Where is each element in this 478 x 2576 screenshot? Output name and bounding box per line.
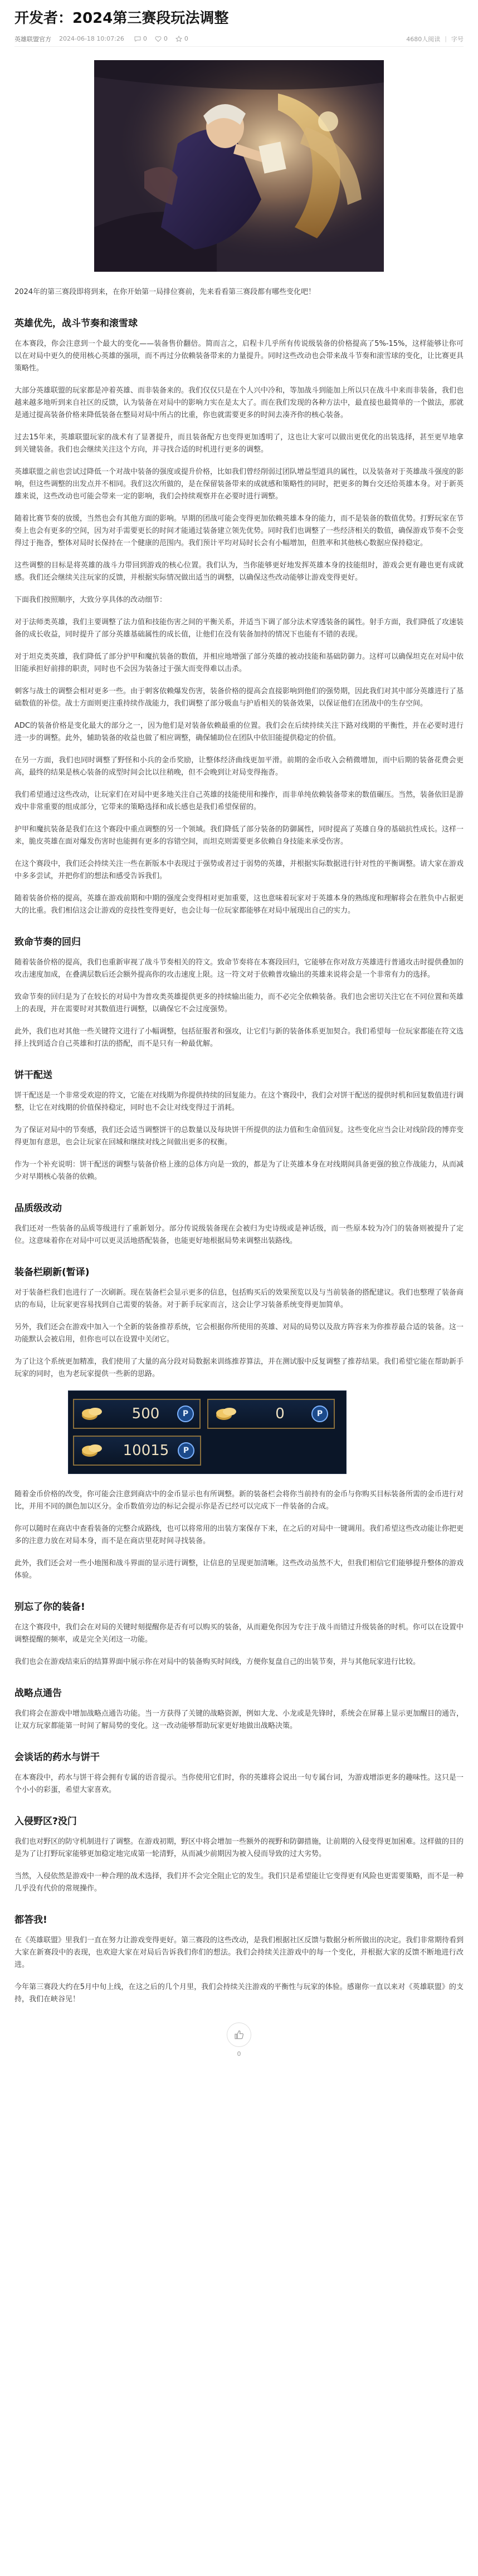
paragraph-35: 当然，入侵依然是游戏中一种合理的战术选择，我们并不会完全阻止它的发生。我们只是希望能让它变得更有风险也更需要策略，而不是一种几乎没有代价的常规操作。	[14, 1872, 464, 1893]
paragraph-20: 饼干配送是一个非常受欢迎的符文，它能在对线期为你提供持续的回复能力。在这个赛段中，我们会对饼干配送的提供时机和回复数值进行调整，让它在对线期的价值保持稳定，同时也不会让对线变得过于消耗。	[14, 1091, 464, 1112]
gold-counter-c	[73, 1436, 201, 1466]
paragraph-5: 随着比赛节奏的放缓，当然也会有其他方面的影响。早期的团战可能会变得更加依赖英雄本身的能力，而不是装备的数值优势。打野玩家在节奏上也会有更多的空间，因为对手需要更长的时间才能通过装备建立领先优势。同时我们也调整了一些经济相关的数值，确保游戏节奏不会变得过于拖沓，整体对局时长保持在一个健康的范围内。我们预计平均对局时长会有小幅增加，但胜率和其他核心数据应保持稳定。	[14, 515, 464, 547]
paragraph-32: 我们将会在游戏中增加战略点通告功能。当一方获得了关键的战略资源，例如大龙、小龙或是先锋时，系统会在屏幕上显示更加醒目的通告，让双方玩家都能第一时间了解局势的变化。这一改动能够帮助玩家更好地做出战略决策。	[14, 1710, 464, 1730]
like-button[interactable]	[227, 2022, 251, 2047]
meta-separator: |	[445, 35, 447, 42]
gold-counter-a-badge: P	[177, 1405, 194, 1422]
paragraph-2: 大部分英雄联盟的玩家都是冲着英雄、而非装备来的。我们仅仅只是在个人兴中冷和，等加战斗到能加上所以只在战斗中来而非装备，我们也越来越多地听到来自社区的反馈，认为装备在对局中的影响力实在是太大了。而在我们发现的各种方法中，最直接也最简单的一个做法，那就是通过提高装备价格来降低装备在整局对局中所占的比重，你也就需要更多的时间去凑齐你的核心装备。	[14, 386, 464, 419]
coin-icon	[80, 1405, 104, 1422]
like-count-value: 0	[163, 35, 168, 42]
star-icon	[175, 36, 182, 42]
gold-counter-b	[207, 1399, 335, 1429]
paragraph-26: 为了让这个系统更加精准，我们使用了大量的高分段对局数据来训练推荐算法，并在测试服中反复调整了推荐结果。我们希望它能在帮助新手玩家的同时，也为老玩家提供一些新的思路。	[14, 1358, 464, 1378]
paragraph-29: 此外，我们还会对一些小地图和战斗界面的显示进行调整，让信息的呈现更加清晰。这些改动虽然不大，但我们相信它们能够提升整体的游戏体验。	[14, 1559, 464, 1580]
publish-date: 2024-06-18 10:07:26	[59, 35, 124, 42]
like-icon	[155, 36, 162, 42]
paragraph-33: 在本赛段中，药水与饼干将会拥有专属的语音提示。当你使用它们时，你的英雄将会说出一句专属台词，为游戏增添更多的趣味性。这只是一个小小的彩蛋，希望大家喜欢。	[14, 1774, 464, 1794]
like-footer	[14, 2022, 464, 2058]
section-title-4: 品质级改动	[14, 1203, 62, 1214]
paragraph-10: 刺客与战士的调整会相对更多一些。由于刺客依赖爆发伤害，装备价格的提高会直接影响到他们的强势期，因此我们对其中部分英雄进行了基础数值的补偿。战士方面则更注重持续作战能力，我们调整了部分吸血与护盾相关的装备效果，以保证他们在团战中的生存空间。	[14, 687, 464, 708]
read-count: 4680人阅读	[406, 35, 441, 43]
paragraph-23: 我们还对一些装备的品质等级进行了重新划分。部分传说级装备现在会被归为史诗级或是神话级，而一些原本较为冷门的装备则被提升了定位。这意味着你在对局中可以更灵活地搭配装备，也能更好地根据局势来调整出装路线。	[14, 1225, 464, 1245]
paragraph-8: 对于法师类英雄，我们主要调整了法力值和技能伤害之间的平衡关系，并适当下调了部分法术穿透装备的属性。射手方面，我们降低了攻速装备的成长收益，同时提升了部分英雄基础属性的成长值，让他们在没有装备加持的情况下也能有不错的表现。	[14, 618, 464, 639]
paragraph-24: 对于装备栏我们也进行了一次刷新。现在装备栏会显示更多的信息，包括购买后的效果预览以及与当前装备的搭配建议。我们也整理了装备商店的布局，让玩家更容易找到自己需要的装备。对于新手玩家而言，这会让学习装备系统变得更加简单。	[14, 1289, 464, 1309]
section-title-5: 装备栏刷新(暂译)	[14, 1267, 90, 1278]
paragraph-1: 在本赛段，你会注意到一个最大的变化——装备售价翻倍。简而言之，启程卡几乎所有传说级装备的价格提高了5%-15%，这样能够让你可以在对局中更久的使用核心英雄的强项，而不再过分依赖装备带来的力量提升。同时这些改动也会带来战斗节奏和滚雪球的变化，让比赛更具策略性。	[14, 340, 464, 373]
paragraph-14: 护甲和魔抗装备是我们在这个赛段中重点调整的另一个领域。我们降低了部分装备的防御属性，同时提高了英雄自身的基础抗性成长。这样一来，脆皮英雄在面对爆发伤害时也能拥有更多的容错空间，而坦克则需要更多依赖自身技能来承受伤害。	[14, 825, 464, 846]
paragraph-37: 今年第三赛段大约在5月中旬上线，在这之后的几个月里，我们会持续关注游戏的平衡性与玩家的体验。感谢你一直以来对《英雄联盟》的支持，我们在峡谷见！	[14, 1983, 464, 2004]
gold-counter-c-badge: P	[178, 1442, 194, 1459]
comment-count[interactable]	[134, 35, 147, 42]
paragraph-21: 为了保证对局中的节奏感，我们还会适当调整饼干的总数量以及每块饼干所提供的法力值和生命值回复。这些变化应当会让对线阶段的博弈变得更加有意思，也会让玩家在回城和继续对线之间做出更多的权衡。	[14, 1126, 464, 1147]
paragraph-11: ADC的装备价格是变化最大的部分之一，因为他们是对装备依赖最重的位置。我们会在后续持续关注下路对线期的平衡性，并在必要时进行进一步的调整。此外，辅助装备的收益也做了相应调整，确保辅助位在团队中依旧能提供稳定的价值。	[14, 722, 464, 742]
paragraph-27: 随着金币价格的改变，你可能会注意到商店中的金币显示也有所调整。新的装备栏会将你当前持有的金币与你购买目标装备所需的金币进行对比，并用不同的颜色加以区分。金币数值旁边的标记会提示你是否已经可以完成下一件装备的合成。	[14, 1490, 464, 1511]
paragraph-15: 在这个赛段中，我们还会持续关注一些在新版本中表现过于强势或者过于弱势的英雄，并根据实际数据进行针对性的平衡调整。请大家在游戏中多多尝试，并把你们的想法和感受告诉我们。	[14, 860, 464, 880]
coin-icon	[80, 1442, 104, 1459]
favorite-count[interactable]	[175, 35, 188, 42]
section-title-7: 战略点通告	[14, 1688, 62, 1699]
like-count-top[interactable]	[155, 35, 168, 42]
paragraph-19: 此外，我们也对其他一些关键符文进行了小幅调整，包括征服者和强攻，让它们与新的装备体系更加契合。我们希望每一位玩家都能在符文选择上找到适合自己英雄和打法的搭配，而不是只有一种最优解。	[14, 1027, 464, 1048]
paragraph-13: 我们希望通过这些改动，让玩家们在对局中更多地关注自己英雄的技能使用和操作，而非单纯依赖装备带来的数值碾压。当然，装备依旧是游戏中非常重要的组成部分，它带来的策略选择和成长感也是我们希望保留的。	[14, 791, 464, 811]
paragraph-17: 随着装备价格的提高，我们也重新审视了战斗节奏相关的符文。致命节奏将在本赛段回归，它能够在你对敌方英雄进行普通攻击时提供叠加的攻击速度加成，在叠满层数后还会额外提高你的攻击速度上限。这一符文对于依赖普攻输出的英雄来说将会是一个非常有力的选择。	[14, 958, 464, 979]
paragraph-34: 我们也对野区的防守机制进行了调整。在游戏初期，野区中将会增加一些额外的视野和防御措施，让前期的入侵变得更加困难。这样做的目的是为了让打野玩家能够更加稳定地完成第一轮清野，从而减少前期因为被入侵而导致的过大劣势。	[14, 1838, 464, 1858]
paragraph-4: 英雄联盟之前也尝试过降低一个对战中装备的强度或提升价格，比如我们曾经削弱过团队增益型道具的属性，以及装备对于英雄战斗强度的影响，但这些调整的出发点并不相同。我们这次所做的，是在保留装备带来的成就感和策略性的同时，把更多的舞台交还给英雄本身。对于新英雄来说，这些改动也可能会带来一定的影响，我们会持续观察并在必要时进行调整。	[14, 468, 464, 501]
gold-counter-a-value: 500	[131, 1405, 160, 1422]
section-title-10: 都答我!	[14, 1914, 47, 1926]
gold-counter-row-2	[73, 1436, 342, 1466]
like-footer-count: 0	[237, 2050, 241, 2058]
gold-counter-b-value: 0	[275, 1405, 285, 1422]
paragraph-3: 过去15年来，英雄联盟玩家的战术有了显著提升，而且装备配方也变得更加透明了，这也让大家可以做出更优化的出装选择，甚至更早地拿到关键装备。我们也会继续关注这个方向，并寻找合适的时机进行更多的调整。	[14, 433, 464, 454]
thumb-up-icon	[234, 2030, 244, 2040]
gold-counter-row-1	[73, 1399, 342, 1429]
paragraph-31: 我们也会在游戏结束后的结算界面中展示你在对局中的装备购买时间线，方便你复盘自己的出装节奏，并与其他玩家进行比较。	[14, 1658, 421, 1666]
article-meta	[14, 35, 464, 47]
section-title-8: 会谈话的药水与饼干	[14, 1752, 100, 1763]
paragraph-28: 你可以随时在商店中查看装备的完整合成路线，也可以将常用的出装方案保存下来，在之后的对局中一键调用。我们希望这些改动能让你把更多的注意力放在对局本身，而不是在商店里花时间寻找装备。	[14, 1525, 464, 1545]
section-title-1: 英雄优先，战斗节奏和滚雪球	[14, 318, 138, 329]
paragraph-30: 在这个赛段中，我们会在对局的关键时刻提醒你是否有可以购买的装备，从而避免你因为专注于战斗而错过升级装备的时机。你可以在设置中调整提醒的频率，或是完全关闭这一功能。	[14, 1623, 464, 1644]
font-size-toggle[interactable]: 字号	[451, 35, 464, 43]
paragraph-7: 下面我们按照顺序，大致分享具体的改动细节：	[14, 596, 167, 604]
paragraph-6: 这些调整的目标是将英雄的战斗力带回到游戏的核心位置。我们认为，当你能够更好地发挥英雄本身的技能组时，游戏会更有趣也更有成就感。我们还会继续关注玩家的反馈，并根据实际情况做出适当的调整，以确保这些改动能够让游戏变得更好。	[14, 561, 464, 582]
paragraph-22: 作为一个补充说明：饼干配送的调整与装备价格上涨的总体方向是一致的，都是为了让英雄本身在对线期间具备更强的独立作战能力，从而减少对早期核心装备的依赖。	[14, 1160, 464, 1181]
section-title-6: 别忘了你的装备!	[14, 1602, 85, 1613]
section-title-9: 入侵野区?没门	[14, 1816, 77, 1827]
intro-paragraph: 2024年的第三赛段即将到来，在你开始第一局排位赛前，先来看看第三赛段都有哪些变化吧！	[14, 288, 316, 296]
paragraph-18: 致命节奏的回归是为了在较长的对局中为普攻类英雄提供更多的持续输出能力，而不必完全依赖装备。我们也会密切关注它在不同位置和英雄上的表现，并在需要时对其数值进行调整，以确保它不会过度强势。	[14, 993, 464, 1013]
hero-illustration	[94, 60, 384, 272]
article-title: 开发者：2024第三赛段玩法调整	[14, 10, 229, 27]
author-name[interactable]: 英雄联盟官方	[14, 35, 51, 43]
meta-right	[406, 35, 464, 43]
section-title-3: 饼干配送	[14, 1070, 52, 1081]
favorite-count-value: 0	[184, 35, 188, 42]
gold-counter-b-badge: P	[311, 1405, 328, 1422]
hero-image	[94, 60, 384, 272]
paragraph-16: 随着装备价格的提高，英雄在游戏前期和中期的强度会变得相对更加重要，这也意味着玩家对于英雄本身的熟练度和理解将会在胜负中占据更大的比重。我们相信这会让游戏的竞技性变得更好，也会让每一位玩家都能够在对局中展现出自己的实力。	[14, 894, 464, 915]
paragraph-25: 另外，我们还会在游戏中加入一个全新的装备推荐系统，它会根据你所使用的英雄、对局的局势以及敌方阵容来为你推荐最合适的装备。这一功能默认会被启用，但你也可以在设置中关闭它。	[14, 1323, 464, 1344]
gold-counter-c-value: 10015	[123, 1442, 169, 1459]
paragraph-12: 在另一方面，我们也同时调整了野怪和小兵的金币奖励，让整体经济曲线更加平滑。前期的金币收入会稍微增加，而中后期的装备花费会更高，最终的结果是核心装备的成型时间会比以往稍晚，但不会晚到让对局变得拖沓。	[14, 756, 464, 777]
paragraph-9: 对于坦克类英雄，我们降低了部分护甲和魔抗装备的数值，并相应地增强了部分英雄的被动技能和基础防御力。这样可以确保坦克在对局中依旧能承担好前排的职责，同时也不会因为装备过于强大而变得难以击杀。	[14, 653, 464, 673]
gold-counter-illustration	[68, 1390, 347, 1474]
paragraph-36: 在《英雄联盟》里我们一直在努力让游戏变得更好。第三赛段的这些改动，是我们根据社区反馈与数据分析所做出的决定。我们非常期待看到大家在新赛段中的表现，也欢迎大家在对局后告诉我们你们的想法。我们会持续关注游戏中的每一个变化，并根据大家的反馈不断地进行改进。	[14, 1936, 464, 1969]
comment-icon	[134, 36, 141, 42]
comment-count-value: 0	[143, 35, 147, 42]
gold-counter-a	[73, 1399, 201, 1429]
section-title-2: 致命节奏的回归	[14, 937, 81, 948]
coin-icon	[214, 1405, 238, 1422]
